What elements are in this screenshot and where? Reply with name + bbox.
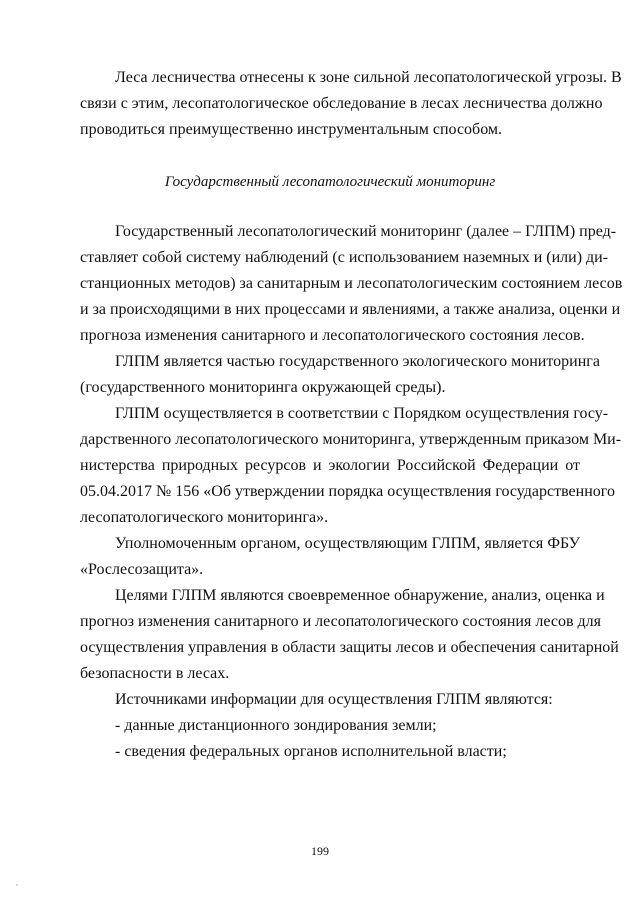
paragraph-line: прогноз изменения санитарного и лесопатологического состояния лесов для — [80, 613, 601, 630]
intro-line: Леса лесничества отнесены к зоне сильной лесопатологической угрозы. В — [115, 69, 622, 86]
paragraph-line: «Рослесозащита». — [80, 561, 204, 578]
intro-line: связи с этим, лесопатологическое обследование в лесах лесничества должно — [80, 95, 603, 112]
paragraph-line: и за происходящими в них процессами и явлениями, а также анализа, оценки и — [80, 301, 621, 318]
paragraph-line: Целями ГЛПМ являются своевременное обнаружение, анализ, оценка и — [115, 587, 605, 604]
page-number: 199 — [311, 844, 329, 858]
paragraph-line: прогноза изменения санитарного и лесопатологического состояния лесов. — [80, 327, 585, 344]
scan-speck — [16, 884, 18, 886]
paragraph-line: нистерства природных ресурсов и экологии Российской Федерации от — [80, 457, 580, 474]
paragraph-line: ставляет собой систему наблюдений (с использованием наземных и (или) ди- — [80, 249, 609, 266]
paragraph-line: Источниками информации для осуществления ГЛПМ являются: — [115, 691, 553, 708]
paragraph-line: ГЛПМ является частью государственного экологического мониторинга — [115, 353, 600, 370]
paragraph-line: безопасности в лесах. — [80, 665, 230, 682]
list-item: - данные дистанционного зондирования земли; — [115, 717, 437, 734]
paragraph-line: лесопатологического мониторинга». — [80, 509, 329, 526]
intro-line: проводиться преимущественно инструментальным способом. — [80, 121, 503, 138]
list-item: - сведения федеральных органов исполнительной власти; — [115, 743, 507, 760]
paragraph-line: ГЛПМ осуществляется в соответствии с Порядком осуществления госу- — [115, 405, 609, 422]
paragraph-line: Уполномоченным органом, осуществляющим ГЛПМ, является ФБУ — [115, 535, 580, 552]
section-heading: Государственный лесопатологический мониторинг — [164, 174, 496, 190]
paragraph-line: Государственный лесопатологический мониторинг (далее – ГЛПМ) пред- — [115, 223, 617, 240]
paragraph-line: станционных методов) за санитарным и лесопатологическим состоянием лесов — [80, 275, 623, 292]
paragraph-line: дарственного лесопатологического мониторинга, утвержденным приказом Ми- — [80, 431, 622, 448]
paragraph-line: (государственного мониторинга окружающей среды). — [80, 379, 446, 396]
paragraph-line: осуществления управления в области защиты лесов и обеспечения санитарной — [80, 639, 619, 656]
paragraph-line: 05.04.2017 № 156 «Об утверждении порядка осуществления государственного — [80, 483, 615, 500]
